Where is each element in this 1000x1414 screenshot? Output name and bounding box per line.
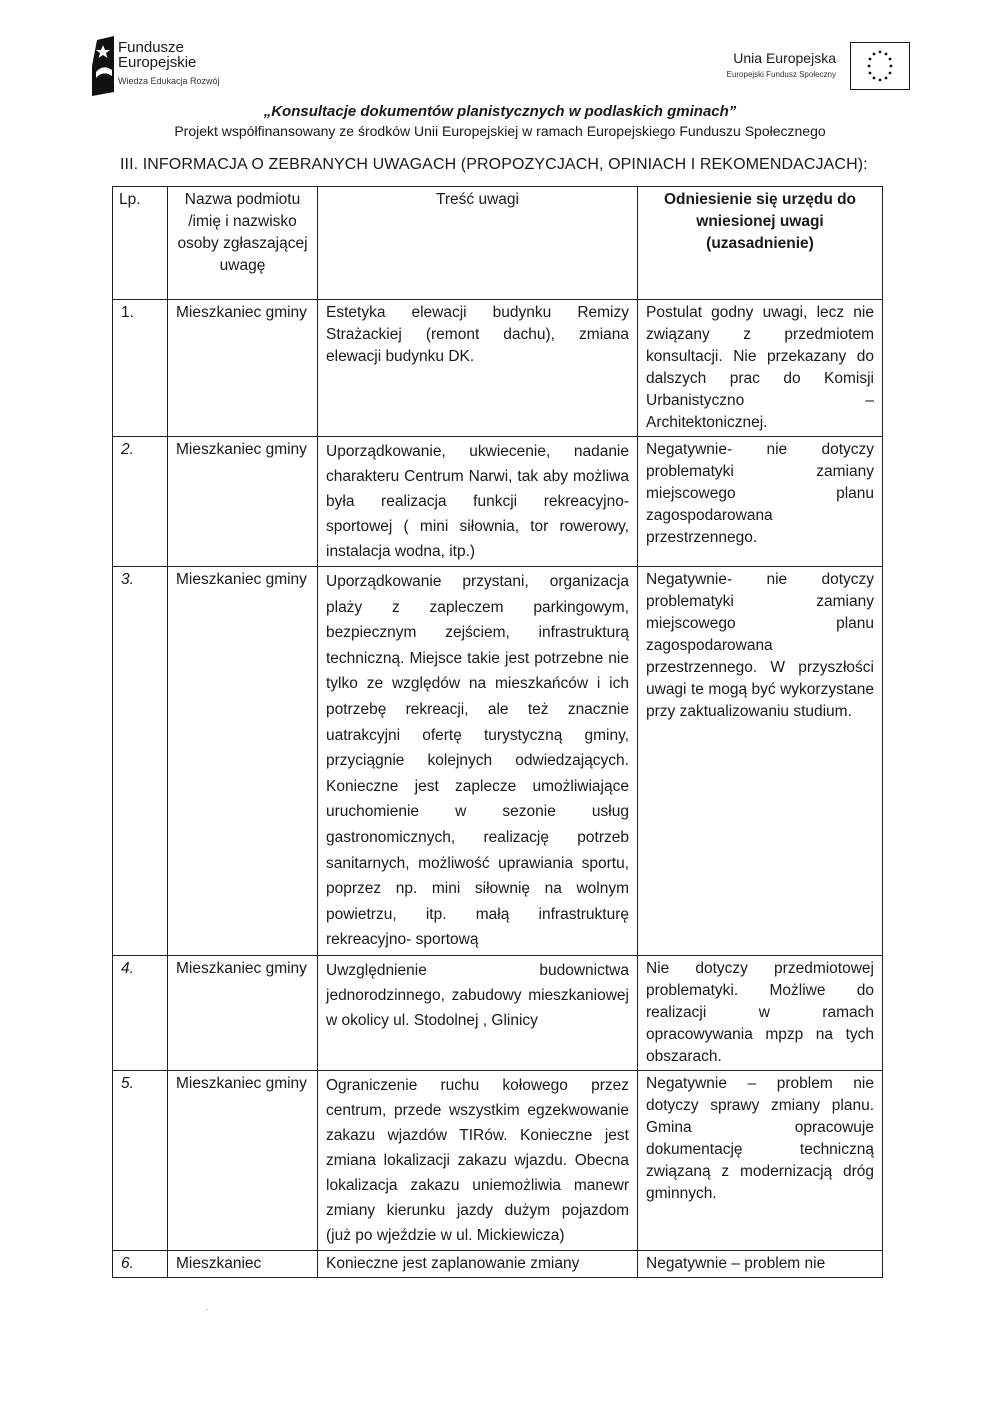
fundusze-europejskie-emblem-icon: [92, 36, 116, 96]
project-subtitle: Projekt współfinansowany ze środków Unii Europejskiej w ramach Europejskiego Funduszu Społecznego: [174, 123, 826, 139]
fe-logo-tagline: Wiedza Edukacja Rozwój: [118, 76, 220, 86]
header-submitter: Nazwa podmiotu /imię i nazwisko osoby zgłaszającej uwagę: [168, 187, 318, 300]
row-lp: 6.: [113, 1250, 168, 1277]
row-content: Uporządkowanie przystani, organizacja plaży z zapleczem parkingowym, bezpiecznym zejściem, infrastrukturą techniczną. Miejsce takie jest potrzebne nie tylko ze względów na mieszkańców i ich potrzebę rekreacji, ale też znacznie uatrakcyjni ofertę turystyczną gminy, przyciągnie kolejnych odwiedzających. Konieczne jest zaplecze umożliwiające uruchomienie w sezonie usług gastronomicznych, realizację potrzeb sanitarnych, możliwość uprawiania sportu, poprzez np. mini siłownię na wolnym powietrzu, itp. małą infrastrukturę rekreacyjno- sportową: [318, 567, 638, 956]
section-heading: III. INFORMACJA O ZEBRANYCH UWAGACH (PROPOZYCJACH, OPINIACH I REKOMENDACJACH):: [120, 156, 868, 173]
row-lp: 2.: [113, 437, 168, 567]
header-response: Odniesienie się urzędu do wniesionej uwagi (uzasadnienie): [638, 187, 883, 300]
row-submitter: Mieszkaniec gminy: [168, 567, 318, 956]
fe-logo-line2: Europejskie: [118, 54, 197, 71]
table-row: [113, 567, 883, 956]
table-row: [113, 1070, 883, 1250]
row-content: Estetyka elewacji budynku Remizy Strażackiej (remont dachu), zmiana elewacji budynku DK.: [318, 300, 638, 437]
fundusze-europejskie-logo: [92, 36, 272, 96]
table-row: [113, 437, 883, 567]
table-header-row: [113, 187, 883, 300]
row-lp: 3.: [113, 567, 168, 956]
row-submitter: Mieszkaniec: [168, 1250, 318, 1277]
row-submitter: Mieszkaniec gminy: [168, 1070, 318, 1250]
eu-flag-icon: [850, 42, 910, 90]
header-lp: Lp.: [113, 187, 168, 300]
table-row: [113, 955, 883, 1070]
row-response: Nie dotyczy przedmiotowej problematyki. Możliwe do realizacji w ramach opracowywania mpzp na tych obszarach.: [638, 955, 883, 1070]
row-response: Negatywnie – problem nie dotyczy sprawy zmiany planu. Gmina opracowuje dokumentację techniczną związaną z modernizacją dróg gminnych.: [638, 1070, 883, 1250]
row-submitter: Mieszkaniec gminy: [168, 955, 318, 1070]
fe-logo-line1: Fundusze: [118, 39, 184, 56]
row-lp: 1.: [113, 300, 168, 437]
table-row: [113, 1250, 883, 1277]
header-content: Treść uwagi: [318, 187, 638, 300]
row-lp: 5.: [113, 1070, 168, 1250]
table-row: [113, 300, 883, 437]
eu-logo-title: Unia Europejska: [733, 50, 836, 66]
row-response: Negatywnie- nie dotyczy problematyki zamiany miejscowego planu zagospodarowana przestrzennego.: [638, 437, 883, 567]
eu-logo-subtitle: Europejski Fundusz Społeczny: [726, 70, 836, 79]
row-submitter: Mieszkaniec gminy: [168, 300, 318, 437]
row-lp: 4.: [113, 955, 168, 1070]
project-title: „Konsultacje dokumentów planistycznych w podlaskich gminach”: [263, 103, 737, 120]
row-response: Postulat godny uwagi, lecz nie związany z przedmiotem konsultacji. Nie przekazany do dalszych prac do Komisji Urbanistyczno – Architektonicznej.: [638, 300, 883, 437]
scan-speck: [206, 1309, 208, 1310]
row-response: Negatywnie- nie dotyczy problematyki zamiany miejscowego planu zagospodarowana przestrzennego. W przyszłości uwagi te mogą być wykorzystane przy zaktualizowaniu studium.: [638, 567, 883, 956]
row-content: Ograniczenie ruchu kołowego przez centrum, przede wszystkim egzekwowanie zakazu wjazdów TIRów. Konieczne jest zmiana lokalizacji zakazu wjazdu. Obecna lokalizacja zakazu uniemożliwia manewr zmiany kierunku jazdy dużym pojazdom (już po wjeździe w ul. Mickiewicza): [318, 1070, 638, 1250]
row-content: Uwzględnienie budownictwa jednorodzinnego, zabudowy mieszkaniowej w okolicy ul. Stodolnej , Glinicy: [318, 955, 638, 1070]
unia-europejska-logo: [670, 40, 910, 94]
row-content: Uporządkowanie, ukwiecenie, nadanie charakteru Centrum Narwi, tak aby możliwa była realizacja funkcji rekreacyjno- sportowej ( mini siłownia, tor rowerowy, instalacja wodna, itp.): [318, 437, 638, 567]
remarks-table: [112, 186, 883, 1278]
row-submitter: Mieszkaniec gminy: [168, 437, 318, 567]
fe-logo-name: [118, 40, 196, 70]
row-response: Negatywnie – problem nie: [638, 1250, 883, 1277]
row-content: Konieczne jest zaplanowanie zmiany: [318, 1250, 638, 1277]
